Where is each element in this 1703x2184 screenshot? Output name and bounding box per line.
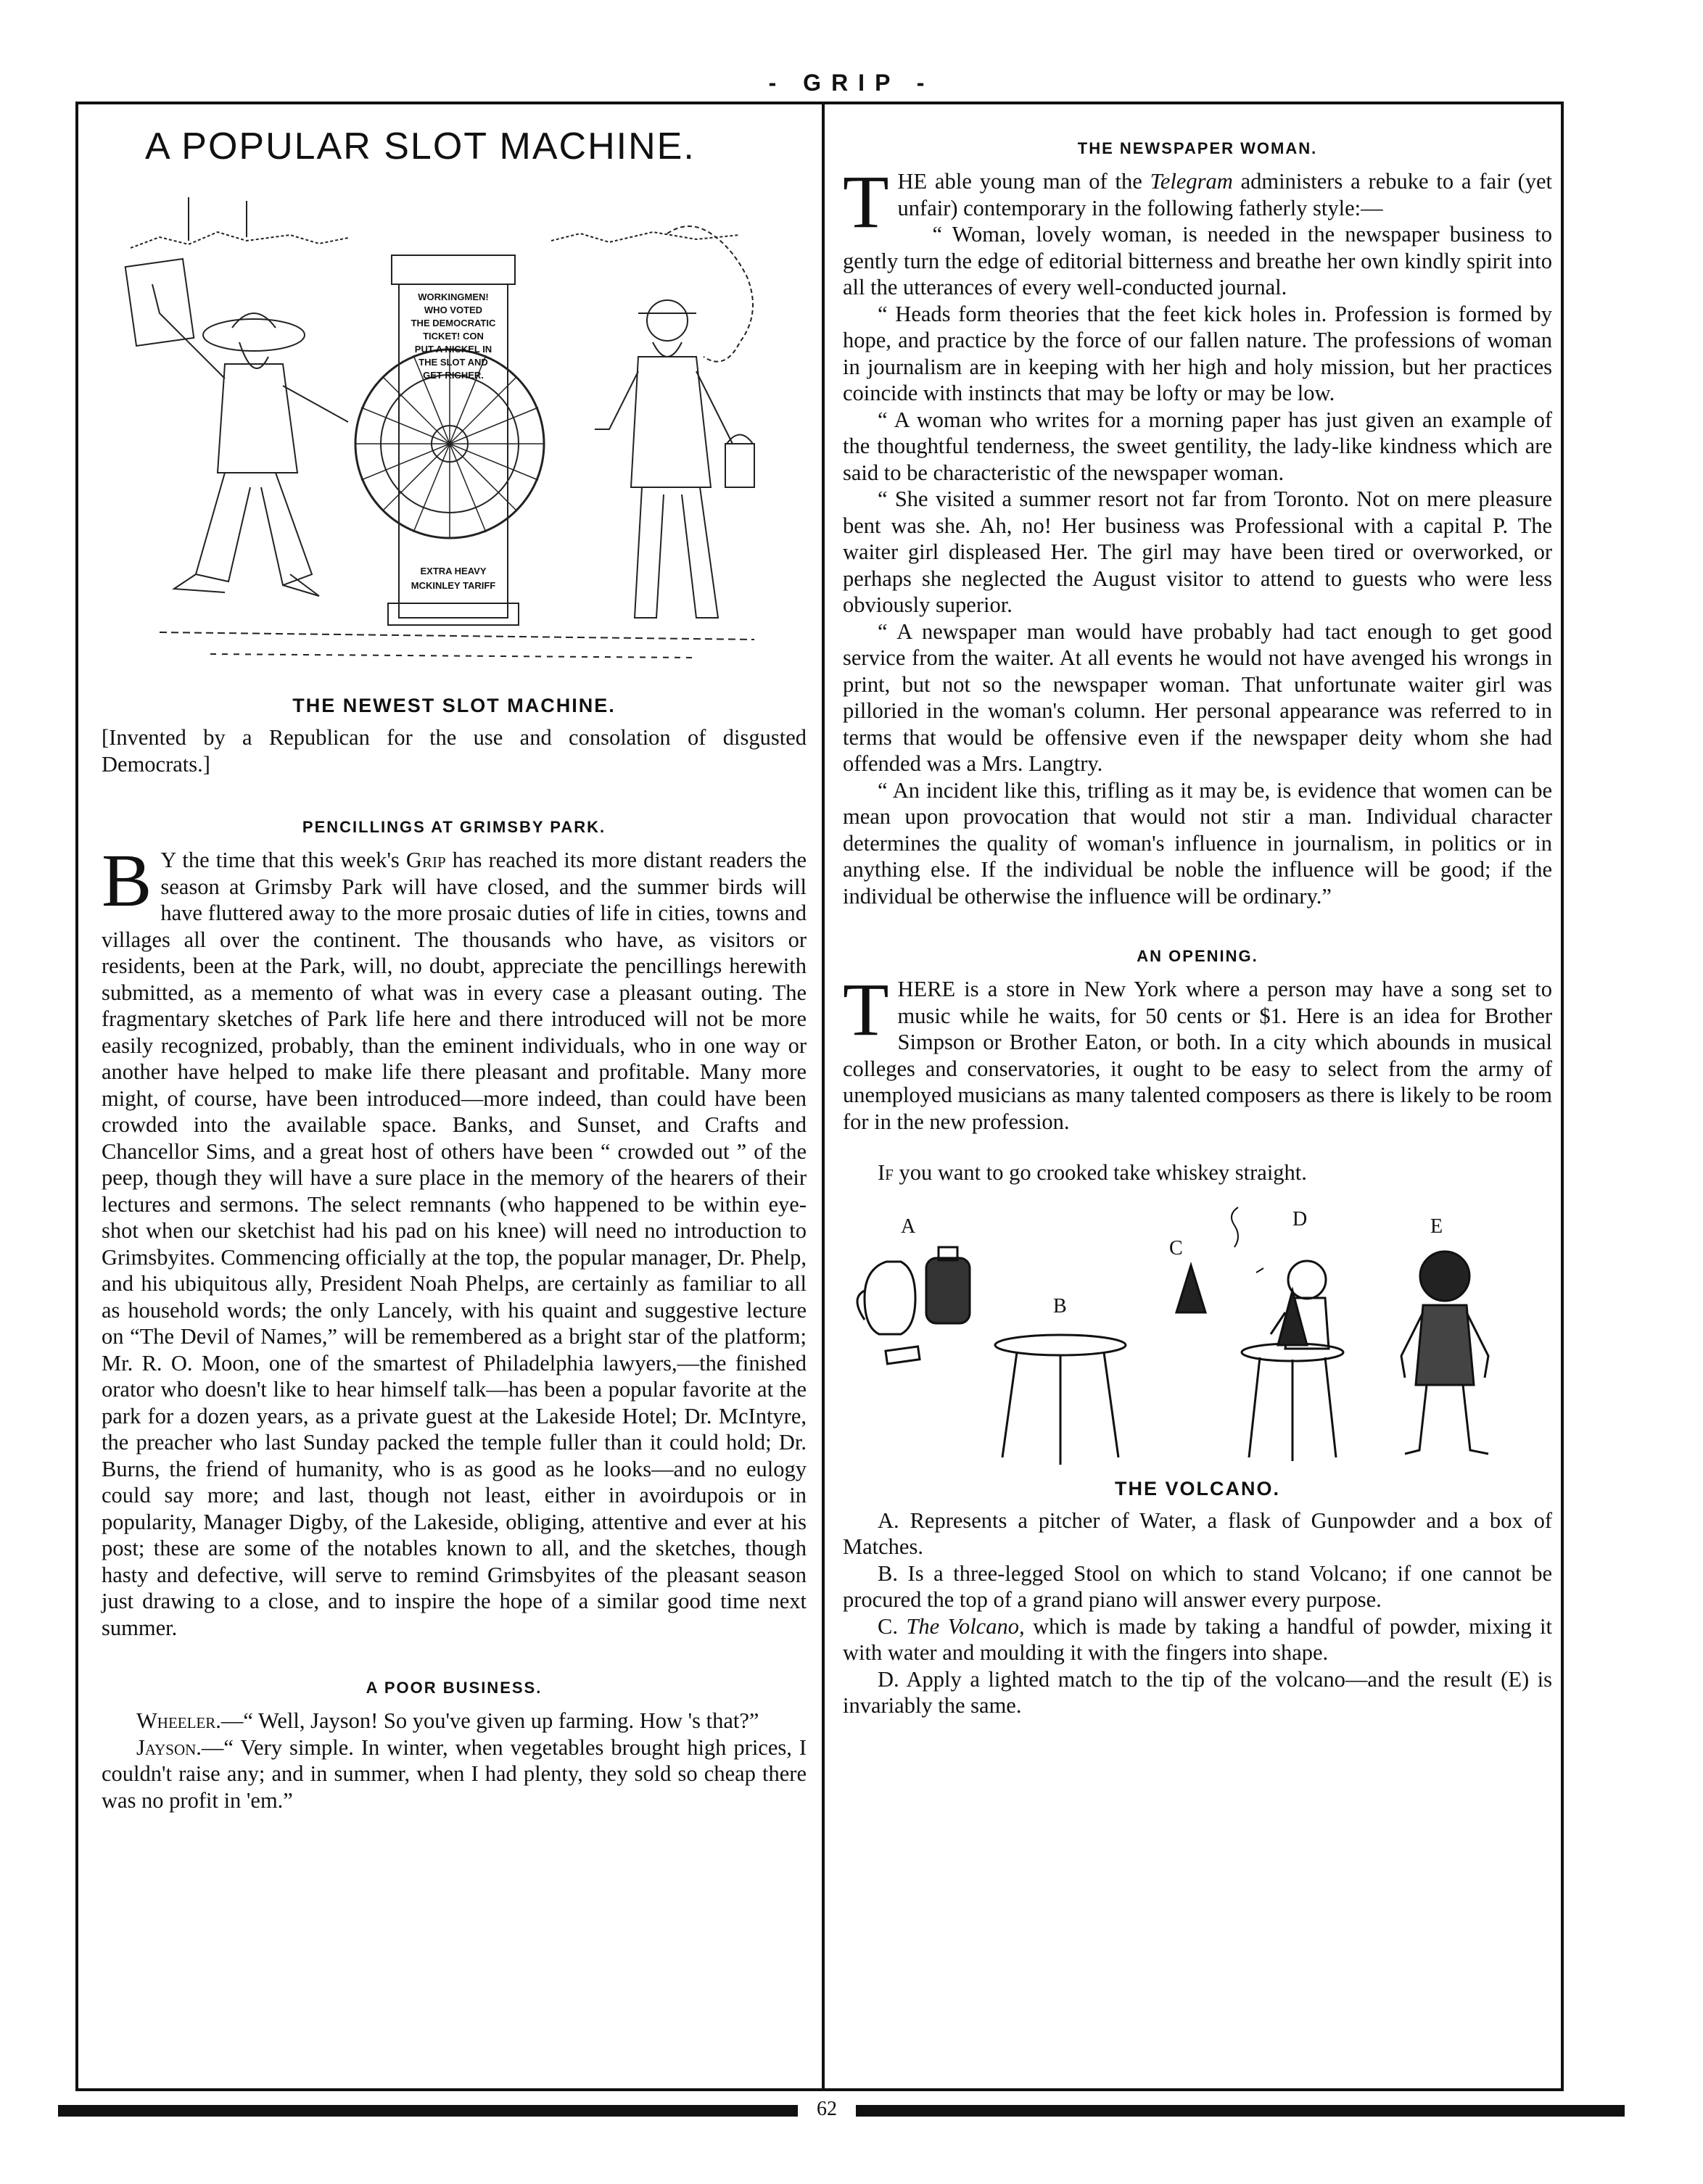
article-paragraph: “ Heads form theories that the feet kick holes in. Profession is formed by hope, and practice by the force of our fallen nature. The professions of woman in journalism are in keeping with her high and holy mission, but her practices coincide with instincts that may be lofty or may be low.	[843, 301, 1552, 405]
sign-line: TICKET! CON	[423, 331, 484, 342]
item-prefix: C.	[878, 1613, 907, 1639]
sign-line: THE SLOT AND	[418, 357, 488, 368]
section-title-opening: AN OPENING.	[1137, 947, 1258, 965]
section-title-grimsby: PENCILLINGS AT GRIMSBY PARK.	[302, 818, 606, 836]
label-b: B	[1053, 1294, 1067, 1318]
volcano-item	[843, 1613, 1552, 1666]
volcano-illustration	[843, 1204, 1552, 1472]
drop-cap: B	[102, 839, 152, 922]
column-divider	[822, 102, 825, 2091]
item-italic: The Volcano,	[906, 1613, 1025, 1639]
newspaper-lead	[843, 160, 1553, 244]
section-title-poor-business: A POOR BUSINESS.	[366, 1679, 543, 1697]
article-paragraph: “ A newspaper man would have probably had tact enough to get good service from the waiter. At all events he would not have avenged his wrongs in print, but not so the newspaper woman. That unfortunate waiter girl was pilloried in the woman's column. Her personal appearance was referred to in terms that would be offensive even if the newspaper deity whom she had offended was a Mrs. Langtry.	[843, 619, 1552, 776]
article-paragraph: “ A woman who writes for a morning paper has just given an example of the thoughtful tenderness, the sweet gentility, the lady-like kindness which are said to be characteristic of the newspaper woman.	[843, 407, 1552, 485]
opening-text: HERE is a store in New York where a person may have a song set to music while he waits, for 50 cents or $1. Here is an idea for Brother Simpson or Brother Eaton, or both. In a city which abounds in musical colleges and conservatories, it ought to be easy to select from the army of unemployed musicians as many talented composers as there is likely to be room for in the new profession.	[843, 977, 1552, 1134]
cartoon-title: A POPULAR SLOT MACHINE.	[145, 125, 696, 167]
label-c: C	[1169, 1236, 1183, 1259]
lead-text: HE able young man of the	[897, 169, 1150, 194]
dialogue-text: —“ Well, Jayson! So you've given up farming. How 's that?”	[220, 1708, 759, 1733]
volcano-item: B. Is a three-legged Stool on which to stand Volcano; if one cannot be procured the top of a grand piano will answer every purpose.	[843, 1560, 1552, 1612]
section-title-newspaper-woman: THE NEWSPAPER WOMAN.	[1077, 139, 1318, 157]
grimsby-lead: Y the time that this week's	[160, 848, 406, 872]
quip-text: you want to go crooked take whiskey straight.	[893, 1160, 1307, 1185]
item-rest: which is made by taking a handful of powder, mixing it with water and moulding it with the fingers into shape.	[843, 1613, 1553, 1665]
telegram-name: Telegram	[1150, 169, 1233, 194]
article-paragraph: “ She visited a summer resort not far from Toronto. Not on mere pleasure bent was she. Ah, no! Her business was Professional with a capital P. The waiter girl displeased Her. The girl may have been tired or overworked, or perhaps she neglected the August visitor to attend to guests who were less obviously superior.	[843, 487, 1552, 617]
label-e: E	[1430, 1215, 1443, 1238]
masthead: - GRIP -	[768, 70, 935, 96]
drop-cap: T	[843, 968, 889, 1051]
opening-article	[843, 968, 1552, 1135]
dialogue-line	[102, 1734, 807, 1814]
base-line: MCKINLEY TARIFF	[411, 580, 496, 591]
sign-line: WORKINGMEN!	[418, 291, 489, 302]
cartoon-subcaption: [Invented by a Republican for the use and consolation of disgusted Democrats.]	[102, 725, 807, 777]
right-column	[843, 109, 1552, 1719]
article-paragraph: “ Woman, lovely woman, is needed in the newspaper business to gently turn the edge of editorial bitterness and breathe her own kindly spirit into all the utterances of every well-conducted journal.	[843, 222, 1552, 299]
article-paragraph: “ An incident like this, trifling as it may be, is evidence that women can be mean upon provocation that would not stir a man. Individual character determines the quality of woman's influence in journalism, in politics or in anything else. If the individual be noble the influence will be good; if the individual be otherwise the influence will be ordinary.”	[843, 777, 1552, 909]
volcano-item: A. Represents a pitcher of Water, a flask of Gunpowder and a box of Matches.	[843, 1507, 1552, 1559]
lead-text: administers a rebuke to a fair (yet unfair) contemporary in the following fatherly style:—	[897, 169, 1553, 220]
volcano-item: D. Apply a lighted match to the tip of the volcano—and the result (E) is invariably the same.	[843, 1666, 1552, 1718]
speaker-name: Jayson.	[136, 1734, 202, 1760]
slot-machine-illustration	[102, 168, 807, 690]
label-d: D	[1292, 1207, 1308, 1230]
sign-line: THE DEMOCRATIC	[411, 318, 496, 328]
drop-cap: T	[843, 160, 889, 244]
grimsby-article	[102, 839, 807, 1641]
grip-name: Grip	[405, 848, 446, 872]
speaker-name: Wheeler.	[136, 1708, 221, 1733]
left-column	[102, 109, 807, 1813]
cartoon-caption: THE NEWEST SLOT MACHINE.	[292, 695, 616, 716]
dialogue-text: —“ Very simple. In winter, when vegetables brought high prices, I couldn't raise any; and in summer, when I had plenty, they sold so cheap there was no profit in 'em.”	[102, 1734, 807, 1813]
sign-line: WHO VOTED	[424, 305, 483, 315]
grimsby-body: has reached its more distant readers the season at Grimsby Park will have closed, and the summer birds will have fluttered away to the more prosaic duties of life in cities, towns and villages all over the continent. The thousands who have, as visitors or residents, been at the Park, will, no doubt, appreciate the pencillings herewith submitted, as a memento of what was in every case a pleasant outing. The fragmentary sketches of Park life here and there introduced will not be more easily recognized, probably, than the eminent individuals, who in one way or another have helped to make life there pleasant and profitable. Many more might, of course, have been introduced—more indeed, than could have been crowded into the available space. Banks, and Sunset, and Crafts and Chancellor Sims, and a great host of others have been “ crowded out ” of the peep, though they will have a sure place in the memory of the hearers of their lectures and sermons. The select remnants (who happened to be within eye-shot when our sketchist had his pad on his knee) will need no introduction to Grimsbyites. Commencing officially at the top, the popular manager, Dr. Phelp, and his ubiquitous ally, President Noah Phelps, are certainly as familiar to all as household words; the only Lancely, with his quaint and suggestive lecture on “The Devil of Names,” will be remembered as a bright star of the platform; Mr. R. O. Moon, one of the smartest of Philadelphia lawyers,—the finished orator who doesn't like to hear himself talk—has been a popular favorite at the park for a dozen years, as a private guest at the Lakeside Hotel; Dr. McIntyre, the preacher who last Sunday packed the temple fuller than it could hold; Dr. Burns, the friend of humanity, who is as good as he looks—and no eulogy could say more; and last, though not least, either in avoirdupois or in popularity, Manager Digby, of the Lakeside, obliging, attentive and ever at his post; these are some of the notables known to all, and the sketches, though hasty and defective, will serve to remind Grimsbyites of the pleasant season just drawing to a close, and to inspire the hope of a similar good time next summer.	[102, 848, 807, 1640]
label-a: A	[901, 1215, 916, 1238]
whiskey-quip	[843, 1159, 1552, 1186]
sign-line: GET RICHER.	[423, 370, 484, 381]
sign-line: PUT A NICKEL IN	[414, 344, 492, 355]
volcano-caption: THE VOLCANO.	[1114, 1477, 1280, 1500]
page-number: 62	[798, 2098, 856, 2121]
quip-lead: If	[878, 1160, 894, 1185]
base-line: EXTRA HEAVY	[420, 566, 487, 576]
dialogue-line	[102, 1708, 807, 1734]
